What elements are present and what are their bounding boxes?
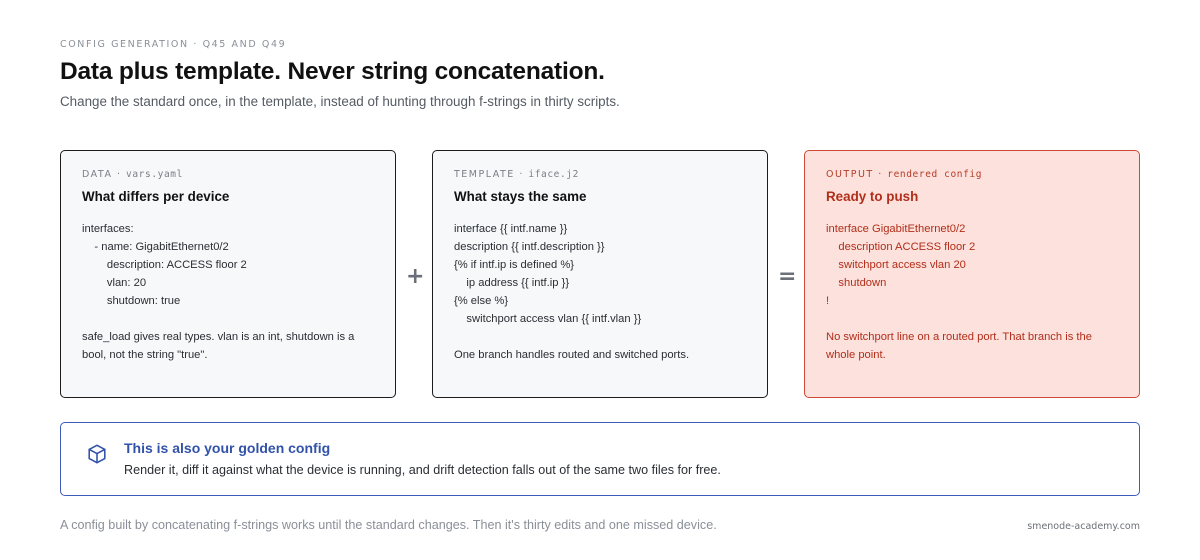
template-card-title: What stays the same [454,189,587,204]
code-line: shutdown: true [82,295,181,307]
template-card-code [454,220,746,328]
code-line: {% if intf.ip is defined %} [454,259,575,271]
code-line: vlan: 20 [82,277,147,289]
equals-operator: = [778,264,797,289]
output-card-title: Ready to push [826,189,919,204]
page-subtitle: Change the standard once, in the template, instead of hunting through f-strings in thirty scripts. [60,94,620,109]
template-card-note [454,346,746,364]
callout-title: This is also your golden config [124,440,331,456]
note-line: No switchport line on a [826,331,940,343]
data-card-note [82,328,374,364]
code-line: description: ACCESS floor 2 [82,259,247,271]
note-line: the whole point. [826,331,1092,361]
footer-text: A config built by concatenating f-strings works until the standard changes. Then it's thirty edits and one missed device. [60,518,717,532]
code-line: interface GigabitEthernet0/2 [826,223,966,235]
template-card [432,150,768,398]
golden-config-callout [60,422,1140,496]
data-card-label: DATA · vars.yaml [82,169,183,180]
output-card-note [826,328,1118,364]
code-line: description ACCESS floor 2 [826,241,976,253]
footer-brand: smenode-academy.com [1027,521,1140,532]
data-card [60,150,396,398]
code-line: ! [826,295,830,307]
note-line: vlan is an int, shutdown is [217,331,346,343]
output-card [804,150,1140,398]
note-line: and switched ports. [592,349,690,361]
code-line: interface {{ intf.name }} [454,223,568,235]
code-line: switchport access vlan 20 [826,259,966,271]
code-line: {% else %} [454,295,509,307]
code-line: description {{ intf.description }} [454,241,605,253]
data-card-title: What differs per device [82,189,230,204]
eyebrow-label: CONFIG GENERATION · Q45 AND Q49 [60,39,287,50]
plus-operator: + [406,264,425,289]
note-line: One branch handles routed [454,349,590,361]
note-line: safe_load gives real types. [82,331,215,343]
data-card-code [82,220,374,310]
page-title: Data plus template. Never string concatenation. [60,58,605,85]
note-line: routed port. That branch is [942,331,1074,343]
code-line: - name: GigabitEthernet0/2 [82,241,229,253]
code-line: shutdown [826,277,887,289]
code-line: interfaces: [82,223,134,235]
output-card-code [826,220,1118,310]
note-line: a bool, not the string "true". [82,331,355,361]
code-line: ip address {{ intf.ip }} [454,277,570,289]
cube-icon [86,443,108,465]
code-line: switchport access vlan {{ intf.vlan }} [454,313,642,325]
template-card-label: TEMPLATE · iface.j2 [454,169,579,180]
output-card-label: OUTPUT · rendered config [826,169,983,180]
callout-body: Render it, diff it against what the device is running, and drift detection falls out of the same two files for free. [124,463,721,477]
